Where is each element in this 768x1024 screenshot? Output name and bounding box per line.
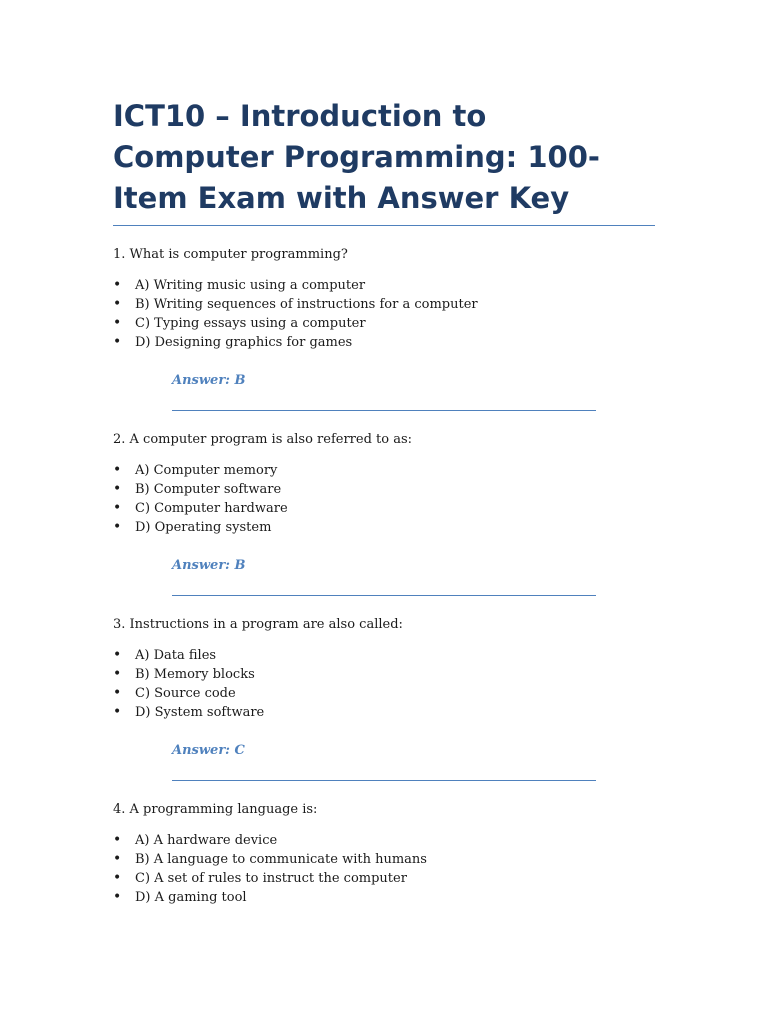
option-item <box>113 646 655 665</box>
option-item <box>113 499 655 518</box>
option-label: D) Designing graphics for games <box>135 335 353 350</box>
option-label: A) Computer memory <box>135 463 278 478</box>
answer-block <box>172 554 596 596</box>
bullet-icon: • <box>113 519 122 535</box>
document-page <box>113 96 655 907</box>
bullet-icon: • <box>113 851 122 867</box>
option-label: B) A language to communicate with humans <box>135 852 427 867</box>
bullet-icon: • <box>113 334 122 350</box>
option-list <box>113 461 655 537</box>
bullet-icon: • <box>113 277 122 293</box>
bullet-icon: • <box>113 462 122 478</box>
option-item <box>113 314 655 333</box>
bullet-icon: • <box>113 685 122 701</box>
option-item <box>113 831 655 850</box>
option-item <box>113 684 655 703</box>
question-4 <box>113 801 655 907</box>
option-label: D) A gaming tool <box>135 890 247 905</box>
option-item <box>113 850 655 869</box>
bullet-icon: • <box>113 870 122 886</box>
question-text: 3. Instructions in a program are also called: <box>113 617 403 632</box>
option-list <box>113 646 655 722</box>
question-text: 2. A computer program is also referred to as: <box>113 432 413 447</box>
option-label: A) A hardware device <box>135 833 278 848</box>
question-text: 4. A programming language is: <box>113 802 318 817</box>
option-item <box>113 333 655 352</box>
bullet-icon: • <box>113 889 122 905</box>
bullet-icon: • <box>113 832 122 848</box>
option-label: B) Memory blocks <box>135 667 255 682</box>
option-label: B) Writing sequences of instructions for a computer <box>135 297 478 312</box>
option-label: C) A set of rules to instruct the computer <box>135 871 407 886</box>
option-item <box>113 276 655 295</box>
option-item <box>113 461 655 480</box>
option-item <box>113 295 655 314</box>
option-label: C) Typing essays using a computer <box>135 316 366 331</box>
option-label: A) Data files <box>135 648 217 663</box>
option-item <box>113 518 655 537</box>
bullet-icon: • <box>113 704 122 720</box>
option-list <box>113 276 655 352</box>
bullet-icon: • <box>113 481 122 497</box>
answer-block <box>172 739 596 781</box>
option-list <box>113 831 655 907</box>
bullet-icon: • <box>113 666 122 682</box>
bullet-icon: • <box>113 296 122 312</box>
option-item <box>113 869 655 888</box>
answer-key: Answer: B <box>172 373 246 388</box>
option-label: C) Source code <box>135 686 236 701</box>
option-label: B) Computer software <box>135 482 282 497</box>
question-text: 1. What is computer programming? <box>113 247 348 262</box>
option-label: C) Computer hardware <box>135 501 288 516</box>
bullet-icon: • <box>113 647 122 663</box>
question-3 <box>113 616 655 781</box>
option-item <box>113 665 655 684</box>
option-item <box>113 888 655 907</box>
bullet-icon: • <box>113 500 122 516</box>
bullet-icon: • <box>113 315 122 331</box>
option-label: D) Operating system <box>135 520 272 535</box>
question-2 <box>113 431 655 596</box>
answer-block <box>172 369 596 411</box>
option-item <box>113 703 655 722</box>
answer-key: Answer: C <box>172 743 245 758</box>
option-label: A) Writing music using a computer <box>135 278 366 293</box>
option-label: D) System software <box>135 705 265 720</box>
document-title: ICT10 – Introduction to Computer Programming: 100-Item Exam with Answer Key <box>113 96 655 226</box>
answer-key: Answer: B <box>172 558 246 573</box>
question-1 <box>113 246 655 411</box>
option-item <box>113 480 655 499</box>
